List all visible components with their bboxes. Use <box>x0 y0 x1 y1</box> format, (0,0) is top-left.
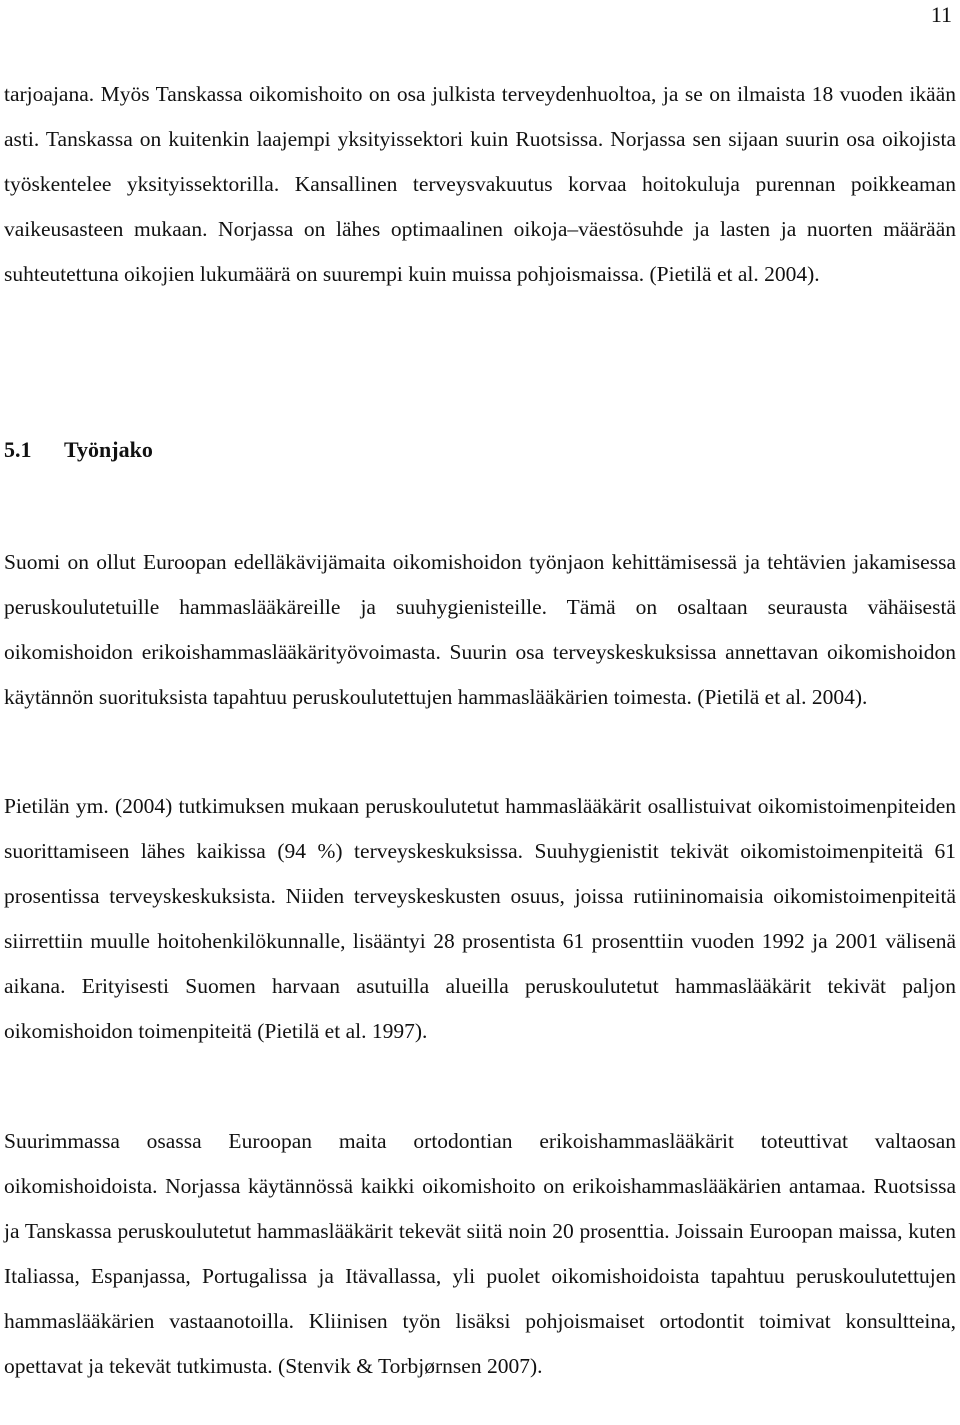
paragraph-europe-comparison: Suurimmassa osassa Euroopan maita ortodontian erikoishammaslääkärit toteuttivat valtaosan oikomishoidoista. Norjassa käytännössä kaikki oikomishoito on erikoishammaslääkärien antamaa. Ruotsissa ja Tanskassa peruskoulutetut hammaslääkärit tekevät siitä noin 20 prosenttia. Joissain Euroopan maissa, kuten Italiassa, Espanjassa, Portugalissa ja Itävallassa, yli puolet oikomishoidoista tapahtuu peruskoulutettujen hammaslääkärien vastaanotoilla. Kliinisen työn lisäksi pohjoismaiset ortodontit toimivat konsultteina, opettavat ja tekevät tutkimusta. (Stenvik & Torbjørnsen 2007). <box>4 1129 956 1378</box>
paragraph-division-of-labour: Suomi on ollut Euroopan edelläkävijämaita oikomishoidon työnjaon kehittämisessä ja tehtävien jakamisessa peruskoulutetuille hammaslääkäreille ja suuhygienisteille. Tämä on osaltaan seurausta vähäisestä oikomishoidon erikoishammaslääkärityövoimasta. Suurin osa terveyskeskuksissa annettavan oikomishoidon käytännön suorituksista tapahtuu peruskoulutettujen hammaslääkärien toimesta. (Pietilä et al. 2004). <box>4 550 956 709</box>
page-number: 11 <box>930 2 952 27</box>
paragraph-intro: tarjoajana. Myös Tanskassa oikomishoito on osa julkista terveydenhuoltoa, ja se on ilmaista 18 vuoden ikään asti. Tanskassa on kuitenkin laajempi yksityissektori kuin Ruotsissa. Norjassa sen sijaan suurin osa oikojista työskentelee yksityissektorilla. Kansallinen terveysvakuutus korvaa hoitokuluja purennan poikkeaman vaikeusasteen mukaan. Norjassa on lähes optimaalinen oikoja–väestösuhde ja lasten ja nuorten määrään suhteutettuna oikojien lukumäärä on suurempi kuin muissa pohjoismaissa. (Pietilä et al. 2004). <box>4 82 956 286</box>
section-title: Työnjako <box>64 437 153 462</box>
section-heading <box>4 432 153 468</box>
section-number: 5.1 <box>4 437 32 462</box>
paragraph-study-findings: Pietilän ym. (2004) tutkimuksen mukaan peruskoulutetut hammaslääkärit osallistuivat oikomistoimenpiteiden suorittamiseen lähes kaikissa (94 %) terveyskeskuksissa. Suuhygienistit tekivät oikomistoimenpiteitä 61 prosentissa terveyskeskuksista. Niiden terveyskeskusten osuus, joissa rutiininomaisia oikomistoimenpiteitä siirrettiin muulle hoitohenkilökunnalle, lisääntyi 28 prosentista 61 prosenttiin vuoden 1992 ja 2001 välisenä aikana. Erityisesti Suomen harvaan asutuilla alueilla peruskoulutetut hammaslääkärit tekivät paljon oikomishoidon toimenpiteitä (Pietilä et al. 1997). <box>4 794 956 1043</box>
